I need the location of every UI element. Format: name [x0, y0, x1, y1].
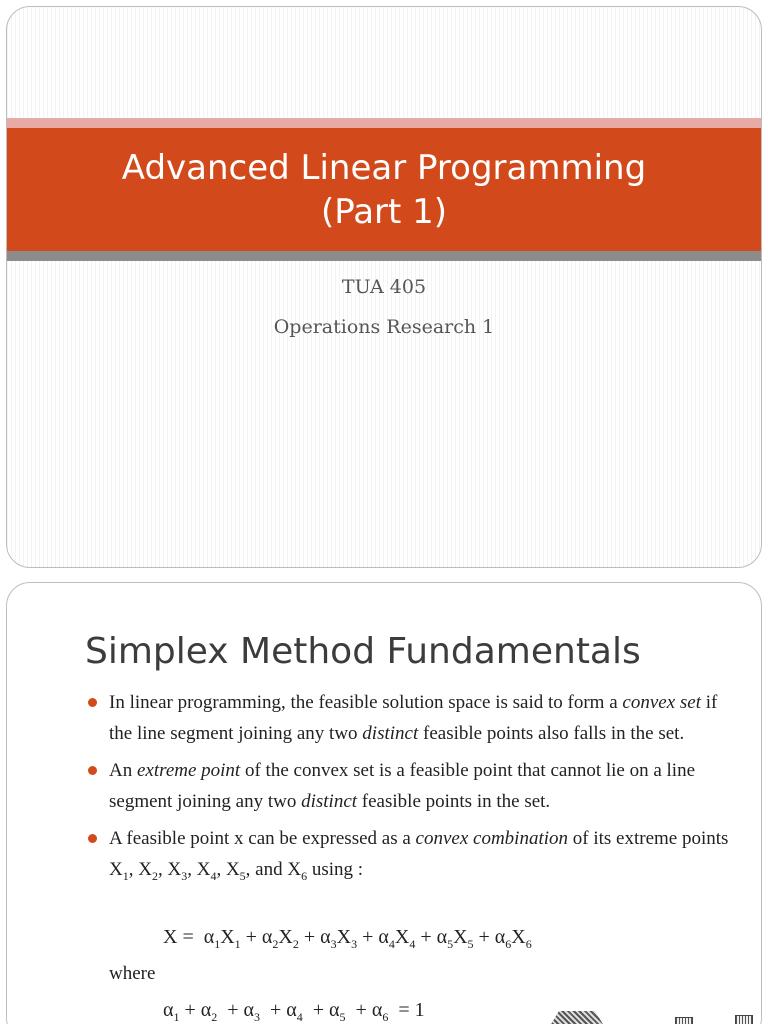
title-band: [7, 128, 761, 251]
title-band-top-stripe: [7, 118, 761, 128]
course-name: Operations Research 1: [273, 316, 495, 338]
title-band-bottom-stripe: [7, 251, 761, 261]
slide-title-line1: Advanced Linear Programming: [121, 147, 647, 188]
bullet-dot-icon: [88, 834, 97, 843]
bullet-dot-icon: [88, 698, 97, 707]
polygon-figure-icon: [547, 1011, 607, 1024]
figure-fragment-icon: [675, 1017, 693, 1024]
bullet-item: An extreme point of the convex set is a feasible point that cannot lie on a line segment joining any two distinct feasible points in the set.: [87, 755, 737, 817]
where-label: where: [109, 963, 156, 984]
bullet-dot-icon: [88, 766, 97, 775]
course-code: TUA 405: [341, 276, 427, 298]
content-slide: [6, 582, 762, 1024]
bullet-item: A feasible point x can be expressed as a convex combination of its extreme points $X_1$, $X_2$, $X_3$, $X_4$, $X_5$, and $X_6$ using :: [87, 823, 737, 892]
convex-combination-formula: $X = \alpha_1X_1 + \alpha_2X_2 + \alpha_3X_3 + \alpha_4X_4 + \alpha_5X_5 + \alpha_6X_6$: [163, 926, 532, 951]
bullet-list: [87, 687, 737, 898]
slide-heading: Simplex Method Fundamentals: [85, 631, 641, 672]
title-slide: [6, 6, 762, 568]
figure-fragment-icon: [735, 1015, 753, 1024]
weights-sum-formula: $\alpha_1 + \alpha_2 + \alpha_3 + \alpha_4 + \alpha_5 + \alpha_6 = 1$: [163, 999, 425, 1024]
slide-title-line2: (Part 1): [320, 191, 448, 232]
bullet-item: In linear programming, the feasible solution space is said to form a convex set if the line segment joining any two distinct feasible points also falls in the set.: [87, 687, 737, 749]
